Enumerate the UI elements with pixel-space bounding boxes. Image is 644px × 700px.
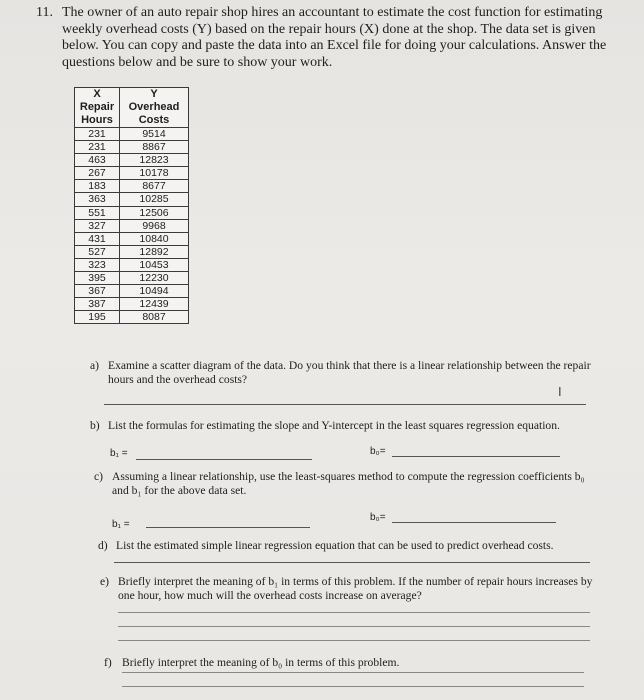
overhead-costs-cell: 8867: [120, 141, 189, 154]
table-row: [75, 128, 189, 141]
part-b-text: List the formulas for estimating the slope and Y-intercept in the least squares regression equation.: [108, 419, 560, 432]
part-e-text: Briefly interpret the meaning of b₁ in terms of this problem. If the number of repair hours increases by one hour, how much will the overhead costs increase on average?: [118, 575, 593, 602]
repair-hours-cell: 387: [75, 298, 120, 311]
overhead-costs-cell: 10840: [120, 232, 189, 245]
overhead-costs-cell: 8677: [120, 180, 189, 193]
repair-hours-cell: 183: [75, 180, 120, 193]
overhead-costs-cell: 12439: [120, 298, 189, 311]
answer-line-f-1[interactable]: [122, 672, 584, 673]
b1-value-line[interactable]: [146, 527, 310, 528]
table-row: [75, 154, 189, 167]
overhead-costs-cell: 12230: [120, 272, 189, 285]
overhead-costs-cell: 12506: [120, 206, 189, 219]
overhead-costs-cell: 12892: [120, 245, 189, 258]
repair-hours-cell: 363: [75, 193, 120, 206]
overhead-costs-cell: 10453: [120, 258, 189, 271]
b0-value-line[interactable]: [392, 522, 556, 523]
table-row: [75, 285, 189, 298]
part-a: [90, 359, 610, 387]
repair-hours-cell: 195: [75, 311, 120, 324]
repair-hours-cell: 267: [75, 167, 120, 180]
repair-hours-cell: 323: [75, 258, 120, 271]
repair-hours-cell: 463: [75, 154, 120, 167]
header-x: X Repair Hours: [75, 88, 120, 128]
part-b: [90, 419, 610, 433]
question-text: The owner of an auto repair shop hires an accountant to estimate the cost function for estimating weekly overhead costs (Y) based on the repair hours (X) done at the shop. The data set is given below. You can copy and paste the data into an Excel file for doing your calculations. Answer the questions below and be sure to show your work.: [62, 5, 607, 70]
part-f-text: Briefly interpret the meaning of b₀ in terms of this problem.: [122, 656, 400, 669]
part-c-label: c): [94, 470, 104, 483]
part-f: [104, 656, 604, 670]
table-row: [75, 245, 189, 258]
b0-label: b₀=: [370, 446, 386, 457]
b0-value-label: b₀=: [370, 512, 386, 523]
part-e-label: e): [100, 575, 110, 588]
b1-value-label: b₁ =: [112, 519, 130, 530]
table-row: [75, 232, 189, 245]
part-d-text: List the estimated simple linear regression equation that can be used to predict overhead costs.: [116, 539, 554, 552]
repair-hours-cell: 367: [75, 285, 120, 298]
answer-line-e-1[interactable]: [118, 612, 590, 613]
repair-hours-cell: 231: [75, 128, 120, 141]
header-y: Y Overhead Costs: [120, 88, 189, 128]
question-number: 11.: [36, 5, 53, 20]
repair-hours-cell: 327: [75, 219, 120, 232]
overhead-costs-cell: 9968: [120, 219, 189, 232]
answer-line-f-2[interactable]: [122, 686, 584, 687]
answer-line-a[interactable]: [104, 404, 586, 405]
table-row: [75, 258, 189, 271]
table-row: [75, 167, 189, 180]
table-row: [75, 206, 189, 219]
part-d: [98, 539, 598, 553]
table-body: [75, 128, 189, 324]
part-a-text: Examine a scatter diagram of the data. Do you think that there is a linear relationship between the repair hours and the overhead costs?: [108, 359, 591, 386]
overhead-costs-cell: 10285: [120, 193, 189, 206]
answer-line-e-3[interactable]: [118, 640, 590, 641]
answer-line-d[interactable]: [114, 562, 590, 563]
repair-hours-cell: 395: [75, 272, 120, 285]
text-cursor-icon: I: [558, 384, 562, 399]
part-b-label: b): [90, 419, 100, 432]
repair-hours-cell: 551: [75, 206, 120, 219]
overhead-costs-cell: 8087: [120, 311, 189, 324]
part-a-label: a): [90, 359, 100, 372]
table-row: [75, 141, 189, 154]
b0-formula-line[interactable]: [392, 456, 560, 457]
overhead-costs-cell: 10494: [120, 285, 189, 298]
part-d-label: d): [98, 539, 108, 552]
question-11: [36, 5, 628, 71]
table-row: [75, 311, 189, 324]
table-row: [75, 193, 189, 206]
part-f-label: f): [104, 656, 112, 669]
table-row: [75, 180, 189, 193]
b1-label: b₁ =: [110, 448, 128, 459]
data-table: [74, 87, 189, 324]
table-row: [75, 272, 189, 285]
overhead-costs-cell: 12823: [120, 154, 189, 167]
part-c-text: Assuming a linear relationship, use the least-squares method to compute the regression coefficients b₀ and b₁ for the above data set.: [112, 470, 585, 497]
part-c: [94, 470, 604, 498]
overhead-costs-cell: 10178: [120, 167, 189, 180]
b1-formula-line[interactable]: [136, 459, 312, 460]
table-row: [75, 219, 189, 232]
overhead-costs-cell: 9514: [120, 128, 189, 141]
repair-hours-cell: 431: [75, 232, 120, 245]
table-header-row: [75, 88, 189, 128]
part-e: [100, 575, 600, 603]
table-row: [75, 298, 189, 311]
answer-line-e-2[interactable]: [118, 626, 590, 627]
repair-hours-cell: 231: [75, 141, 120, 154]
repair-hours-cell: 527: [75, 245, 120, 258]
